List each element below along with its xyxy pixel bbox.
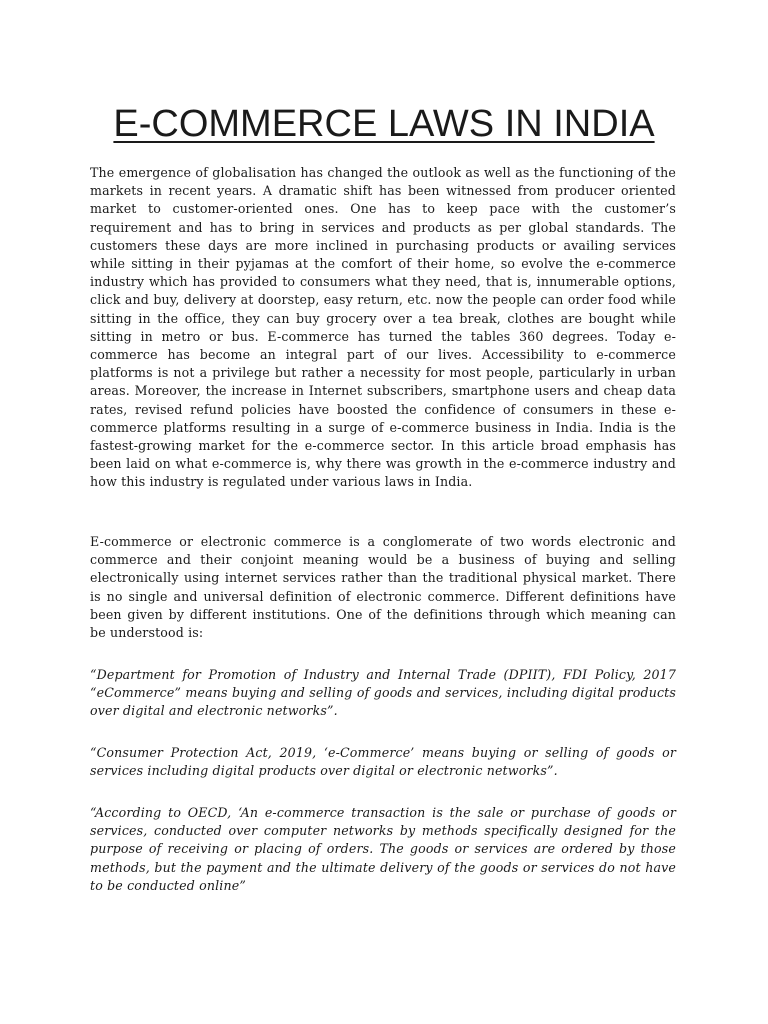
document-title xyxy=(0,98,768,150)
intro-paragraph: The emergence of globalisation has changed the outlook as well as the functioning of the markets in recent years. A dramatic shift has been witnessed from producer oriented market to customer-oriented ones. One has to keep pace with the customer’s requirement and has to bring in services and products as per global standards. The customers these days are more inclined in purchasing products or availing services while sitting in their pyjamas at the comfort of their home, so evolve the e-commerce industry which has provided to consumers what they need, that is, innumerable options, click and buy, delivery at doorstep, easy return, etc. now the people can order food while sitting in the office, they can buy grocery over a tea break, clothes are bought while sitting in metro or bus. E-commerce has turned the tables 360 degrees. Today e-commerce has become an integral part of our lives. Accessibility to e-commerce platforms is not a privilege but rather a necessity for most people, particularly in urban areas. Moreover, the increase in Internet subscribers, smartphone users and cheap data rates, revised refund policies have boosted the confidence of consumers in these e-commerce platforms resulting in a surge of e-commerce business in India. India is the fastest-growing market for the e-commerce sector. In this article broad emphasis has been laid on what e-commerce is, why there was growth in the e-commerce industry and how this industry is regulated under various laws in India. xyxy=(90,165,676,490)
quote-consumer-protection-act: “Consumer Protection Act, 2019, ‘e-Commerce’ means buying or selling of goods or services including digital products over digital or electronic networks”. xyxy=(90,745,676,779)
quote-dpiit: “Department for Promotion of Industry and Internal Trade (DPIIT), FDI Policy, 2017 “eCommerce” means buying and selling of goods and services, including digital products over digital and electronic networks”. xyxy=(90,667,676,719)
definition-paragraph: E-commerce or electronic commerce is a conglomerate of two words electronic and commerce and their conjoint meaning would be a business of buying and selling electronically using internet services rather than the traditional physical market. There is no single and universal definition of electronic commerce. Different definitions have been given by different institutions. One of the definitions through which meaning can be understood is: xyxy=(90,534,676,641)
document-title-text: E-COMMERCE LAWS IN INDIA xyxy=(113,103,655,145)
quote-oecd: “According to OECD, ‘An e-commerce transaction is the sale or purchase of goods or services, conducted over computer networks by methods specifically designed for the purpose of receiving or placing of orders. The goods or services are ordered by those methods, but the payment and the ultimate delivery of the goods or services do not have to be conducted online” xyxy=(90,805,676,893)
